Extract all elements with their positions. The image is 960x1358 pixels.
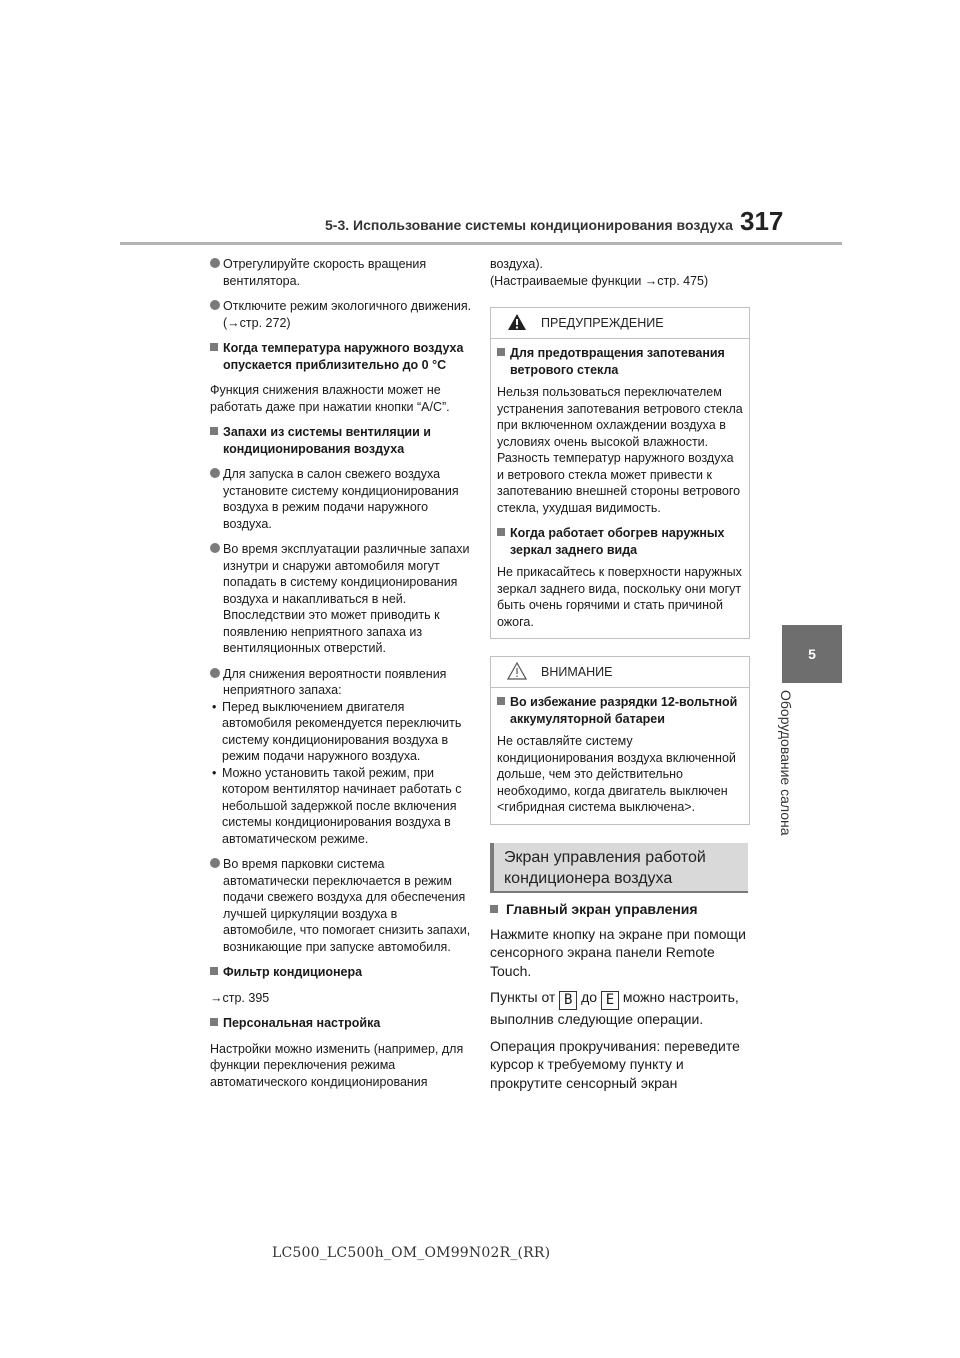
square-bullet-icon	[497, 348, 505, 356]
paragraph	[490, 988, 752, 1029]
list-item	[210, 666, 472, 848]
paragraph: →стр. 395	[210, 990, 270, 1005]
warning-body	[491, 339, 749, 638]
text-span: Пункты от	[490, 989, 556, 1005]
bullet-icon	[210, 468, 220, 478]
subheading	[490, 900, 752, 919]
chapter-label-text: Оборудование салона	[778, 690, 794, 836]
bullet-icon	[210, 300, 220, 310]
subheading-text: Когда температура наружного воздуха опускается приблизительно до 0 °C	[223, 341, 464, 372]
label-e-icon: E	[601, 991, 619, 1010]
page-number: 317	[740, 206, 784, 236]
square-bullet-icon	[210, 343, 218, 351]
document-code: LC500_LC500h_OM_OM99N02R_(RR)	[272, 1245, 551, 1261]
item-text: Для снижения вероятности появления неприятного запаха:	[223, 666, 447, 697]
text-span: до	[581, 989, 598, 1005]
sub-item: • Перед выключением двигателя автомобиля рекомендуется переключить систему кондиционирования воздуха в режим подачи наружного воздуха.	[212, 699, 462, 763]
caution-title: ВНИМАНИЕ	[541, 665, 613, 679]
sub-item: • Можно установить такой режим, при котором вентилятор начинает работать с небольшой задержкой после включения системы кондиционирования воздуха в автоматическом режиме.	[212, 765, 462, 846]
chapter-label	[778, 690, 808, 850]
warning-header	[491, 308, 749, 339]
list-item	[210, 856, 472, 955]
header-rule	[120, 242, 842, 245]
subheading	[210, 964, 472, 981]
subheading-text: Запахи из системы вентиляции и кондиционирования воздуха	[223, 425, 431, 456]
caution-header	[491, 657, 749, 688]
bullet-icon	[210, 858, 220, 868]
square-bullet-icon	[210, 1018, 218, 1026]
square-bullet-icon	[497, 528, 505, 536]
caution-body	[491, 688, 749, 824]
list-item	[210, 256, 472, 289]
subheading	[497, 525, 743, 558]
warning-box	[490, 307, 750, 639]
paragraph: воздуха).	[490, 257, 544, 271]
warning-triangle-icon	[507, 313, 527, 331]
right-column-continuation	[490, 256, 752, 289]
caution-box	[490, 656, 750, 825]
item-text: Отключите режим экологичного движения. (→стр. 272)	[223, 299, 472, 330]
subheading	[210, 340, 472, 373]
bullet-icon	[210, 543, 220, 553]
bullet-icon	[210, 668, 220, 678]
paragraph: Операция прокручивания: переведите курсор к требуемому пункту и прокрутите сенсорный экран	[490, 1037, 740, 1091]
paragraph: Нельзя пользоваться переключателем устранения запотевания ветрового стекла при включенном охлаждении воздуха в условиях очень высокой влажности. Разность температур наружного воздуха и ветрового стекла может привести к запотеванию внешней стороны ветрового стекла, ухудшая видимость.	[497, 385, 743, 515]
label-b-icon: B	[559, 991, 577, 1010]
right-column-lower	[490, 900, 752, 1092]
list-item	[210, 298, 472, 331]
subheading	[497, 694, 743, 727]
subheading-text: Для предотвращения запотевания ветрового стекла	[510, 346, 725, 377]
paragraph: Настройки можно изменить (например, для функции переключения режима автоматического кондиционирования	[210, 1041, 464, 1089]
text-span: можно настроить, выполнив следующие операции.	[490, 989, 739, 1027]
paragraph: Функция снижения влажности может не работать даже при нажатии кнопки “A/C”.	[210, 383, 450, 414]
subheading-text: Главный экран управления	[506, 901, 698, 917]
warning-title: ПРЕДУПРЕЖДЕНИЕ	[541, 316, 664, 330]
subheading-text: Персональная настройка	[223, 1016, 381, 1030]
subheading-text: Во избежание разрядки 12-вольтной аккумуляторной батареи	[510, 695, 738, 726]
sub-item-text: Можно установить такой режим, при котором вентилятор начинает работать с небольшой задержкой после включения системы кондиционирования воздуха в автоматическом режиме.	[222, 765, 462, 846]
section-banner	[490, 843, 748, 893]
item-text: Для запуска в салон свежего воздуха установите систему кондиционирования воздуха в режим подачи наружного воздуха.	[223, 467, 459, 531]
square-bullet-icon	[490, 905, 498, 913]
chapter-tab: 5	[782, 625, 842, 683]
paragraph: (Настраиваемые функции →стр. 475)	[490, 273, 709, 288]
item-text: Во время парковки система автоматически переключается в режим подачи свежего воздуха для обеспечения лучшей циркуляции воздуха в автомобиле, что помогает снизить запахи, возникающие при запуске автомобиля.	[223, 857, 471, 954]
paragraph: Не оставляйте систему кондиционирования воздуха включенной дольше, чем это действительно необходимо, когда двигатель выключен <гибридная система выключена>.	[497, 734, 736, 814]
list-item	[210, 466, 472, 532]
item-text: Отрегулируйте скорость вращения вентилятора.	[223, 257, 427, 288]
square-bullet-icon	[210, 427, 218, 435]
paragraph: Не прикасайтесь к поверхности наружных зеркал заднего вида, поскольку они могут быть очень горячими и стать причиной ожога.	[497, 565, 742, 629]
paragraph: Нажмите кнопку на экране при помощи сенсорного экрана панели Remote Touch.	[490, 925, 746, 979]
list-item	[210, 541, 472, 657]
square-bullet-icon	[497, 697, 505, 705]
caution-triangle-icon	[507, 662, 527, 680]
section-title: 5-3. Использование системы кондиционирования воздуха	[325, 217, 733, 233]
subheading-text: Когда работает обогрев наружных зеркал заднего вида	[510, 526, 725, 557]
subheading	[210, 1015, 472, 1032]
bullet-icon	[210, 258, 220, 268]
left-column	[210, 256, 472, 1099]
subheading	[210, 424, 472, 457]
subheading	[497, 345, 743, 378]
section-banner-title: Экран управления работой кондиционера воздуха	[504, 849, 706, 887]
sub-item-text: Перед выключением двигателя автомобиля рекомендуется переключить систему кондиционирования воздуха в режим подачи наружного воздуха.	[222, 699, 462, 763]
subheading-text: Фильтр кондиционера	[223, 965, 363, 979]
square-bullet-icon	[210, 967, 218, 975]
item-text: Во время эксплуатации различные запахи изнутри и снаружи автомобиля могут попадать в систему кондиционирования воздуха и накапливаться в ней. Впоследствии это может приводить к появлению неприятного запаха из вентиляционных отверстий.	[223, 542, 470, 655]
